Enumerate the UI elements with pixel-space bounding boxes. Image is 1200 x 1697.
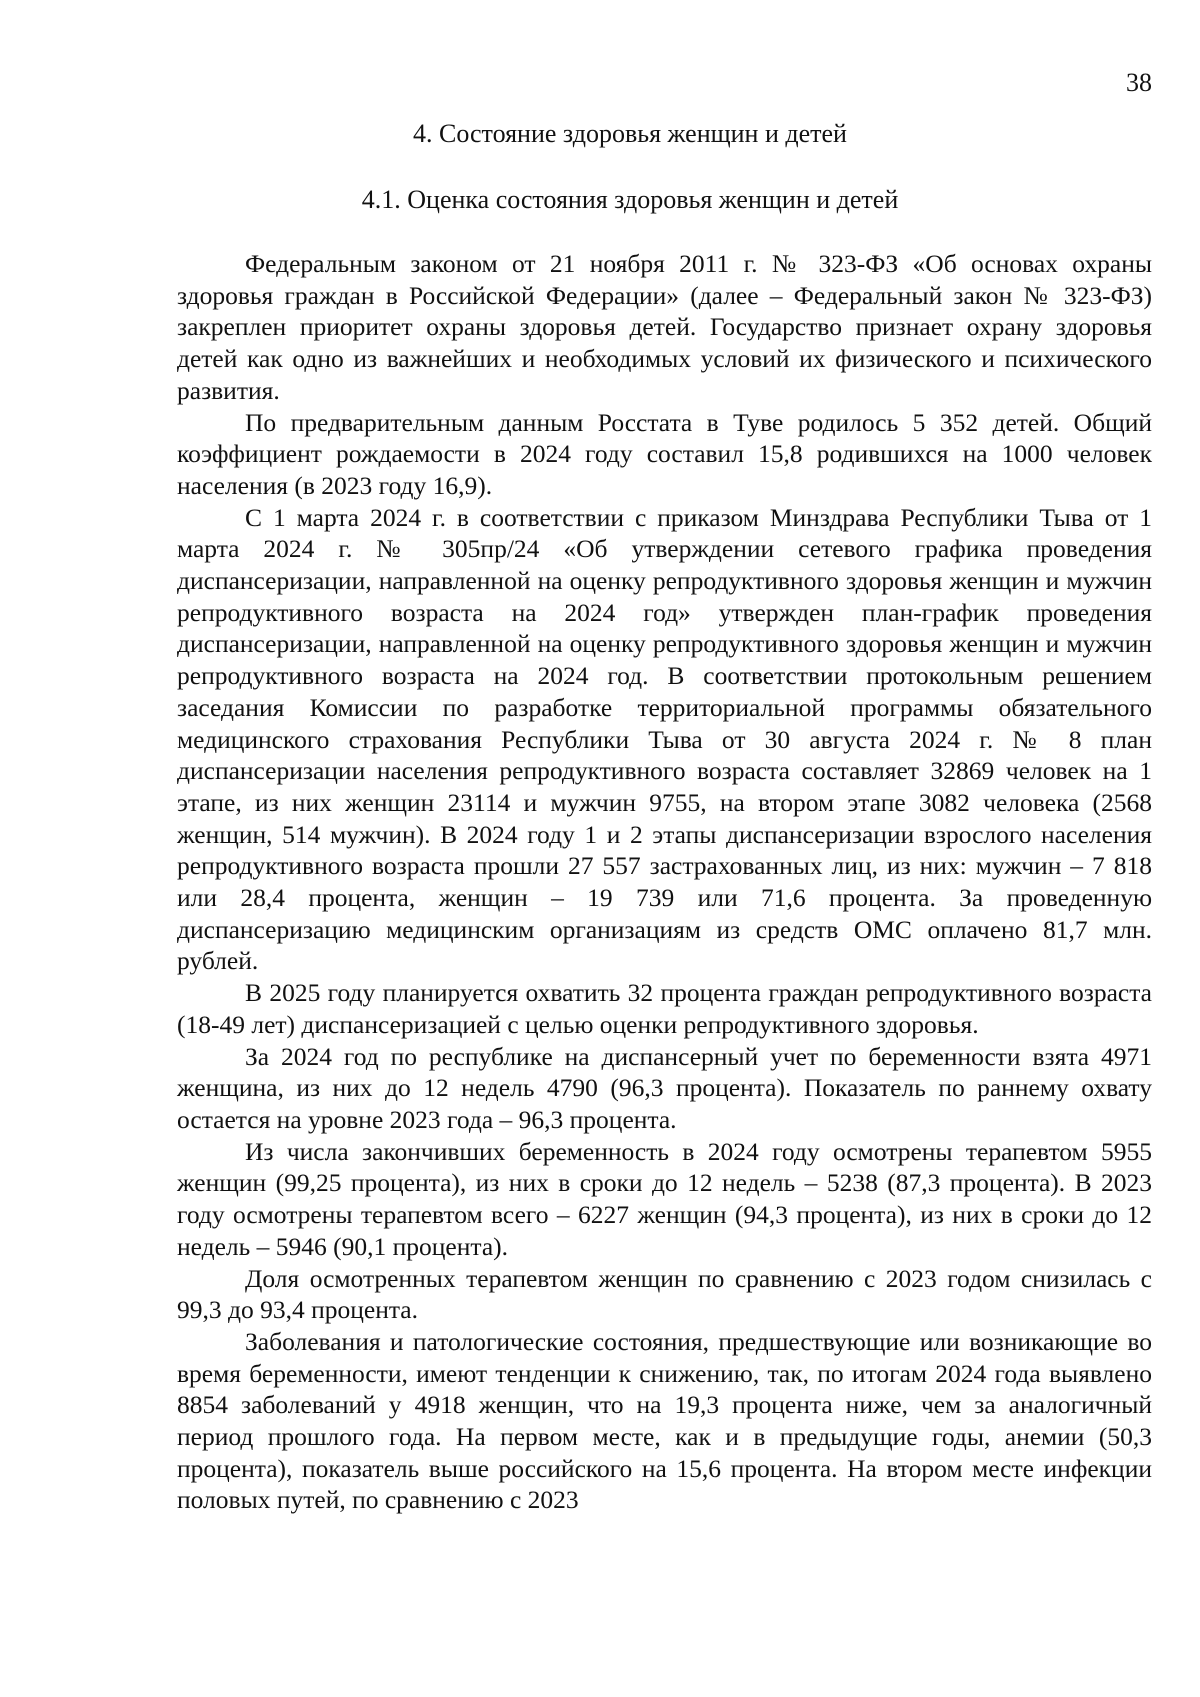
page-number: 38 xyxy=(1126,68,1152,97)
section-heading: 4. Состояние здоровья женщин и детей xyxy=(413,119,847,148)
body-text xyxy=(177,248,1152,1516)
paragraph: Федеральным законом от 21 ноября 2011 г. № 323-ФЗ «Об основах охраны здоровья граждан в Российской Федерации» (далее – Федеральный закон № 323-ФЗ) закреплен приоритет охраны здоровья детей. Государство признает охрану здоровья детей как одно из важнейших и необходимых условий их физического и психического развития. xyxy=(177,249,1152,405)
paragraph: По предварительным данным Росстата в Туве родилось 5 352 детей. Общий коэффициент рождаемости в 2024 году составил 15,8 родившихся на 1000 человек населения (в 2023 году 16,9). xyxy=(177,407,1152,500)
paragraph: Из числа закончивших беременность в 2024 году осмотрены терапевтом 5955 женщин (99,25 процента), из них в сроки до 12 недель – 5238 (87,3 процента). В 2023 году осмотрены терапевтом всего – 6227 женщин (94,3 процента), из них в сроки до 12 недель – 5946 (90,1 процента). xyxy=(177,1136,1152,1261)
paragraph: Доля осмотренных терапевтом женщин по сравнению с 2023 годом снизилась с 99,3 до 93,4 процента. xyxy=(177,1263,1152,1325)
paragraph: В 2025 году планируется охватить 32 процента граждан репродуктивного возраста (18-49 лет) диспансеризацией с целью оценки репродуктивного здоровья. xyxy=(177,978,1152,1039)
paragraph: Заболевания и патологические состояния, предшествующие или возникающие во время беременности, имеют тенденции к снижению, так, по итогам 2024 года выявлено 8854 заболеваний у 4918 женщин, что на 19,3 процента ниже, чем за аналогичный период прошлого года. На первом месте, как и в предыдущие годы, анемии (50,3 процента), показатель выше российского на 15,6 процента. На втором месте инфекции половых путей, по сравнению с 2023 xyxy=(177,1326,1152,1515)
subsection-heading: 4.1. Оценка состояния здоровья женщин и детей xyxy=(361,185,899,214)
paragraph: За 2024 год по республике на диспансерный учет по беременности взята 4971 женщина, из них до 12 недель 4790 (96,3 процента). Показатель по раннему охвату остается на уровне 2023 года – 96,3 процента. xyxy=(177,1041,1152,1134)
paragraph: С 1 марта 2024 г. в соответствии с приказом Минздрава Республики Тыва от 1 марта 2024 г. № 305пр/24 «Об утверждении сетевого графика проведения диспансеризации, направленной на оценку репродуктивного здоровья женщин и мужчин репродуктивного возраста на 2024 год» утвержден план-график проведения диспансеризации, направленной на оценку репродуктивного здоровья женщин и мужчин репродуктивного возраста на 2024 год. В соответствии протокольным решением заседания Комиссии по разработке территориальной программы обязательного медицинского страхования Республики Тыва от 30 августа 2024 г. № 8 план диспансеризации населения репродуктивного возраста составляет 32869 человек на 1 этапе, из них женщин 23114 и мужчин 9755, на втором этапе 3082 человека (2568 женщин, 514 мужчин). В 2024 году 1 и 2 этапы диспансеризации взрослого населения репродуктивного возраста прошли 27 557 застрахованных лиц, из них: мужчин – 7 818 или 28,4 процента, женщин – 19 739 или 71,6 процента. За проведенную диспансеризацию медицинским организациям из средств ОМС оплачено 81,7 млн. рублей. xyxy=(177,502,1152,976)
